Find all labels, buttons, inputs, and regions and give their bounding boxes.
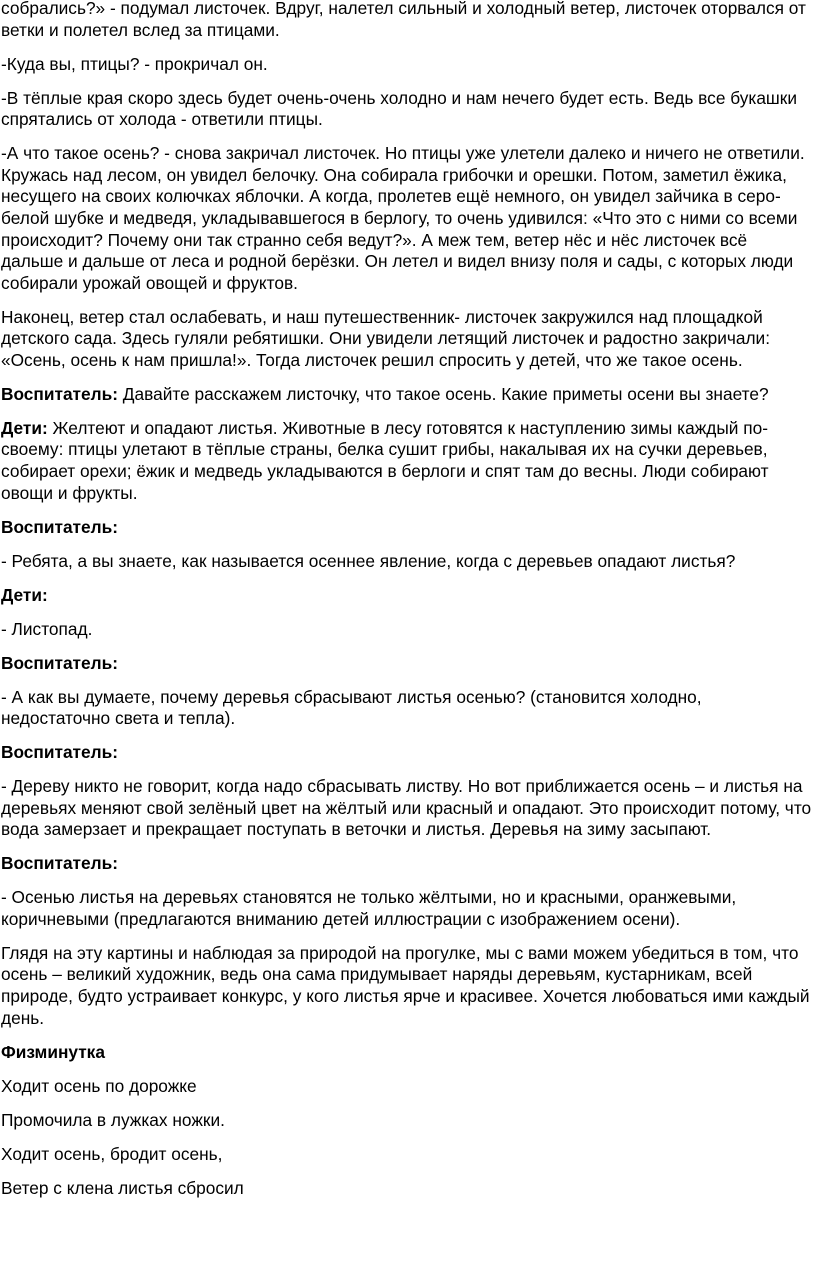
speaker-heading: [1, 853, 813, 875]
paragraph-text: - Ребята, а вы знаете, как называется осеннее явление, когда с деревьев опадают листья?: [1, 550, 736, 571]
speaker-heading: [1, 742, 813, 764]
paragraph: [1, 943, 813, 1029]
document-body: [1, 0, 813, 1212]
dialogue-line: [1, 384, 813, 406]
paragraph-text: Промочила в лужках ножки.: [1, 1109, 225, 1130]
speaker-label: Воспитатель:: [1, 516, 118, 537]
paragraph-text: - А как вы думаете, почему деревья сбрасывают листья осенью? (становится холодно, недостаточно света и тепла).: [1, 686, 702, 729]
paragraph: [1, 776, 813, 841]
paragraph: [1, 619, 813, 641]
poem-line: [1, 1110, 813, 1132]
paragraph-text: - Листопад.: [1, 618, 93, 639]
paragraph-text: Ветер с клена листья сбросил: [1, 1177, 244, 1198]
paragraph-text: -В тёплые края скоро здесь будет очень-очень холодно и нам нечего будет есть. Ведь все букашки спрятались от холода - ответили птицы.: [1, 87, 798, 130]
speaker-label: Воспитатель:: [1, 383, 118, 404]
poem-line: [1, 1178, 813, 1200]
paragraph: [1, 551, 813, 573]
poem-line: [1, 1144, 813, 1166]
speaker-label: Дети:: [1, 417, 48, 438]
paragraph: [1, 143, 813, 294]
speaker-label: Воспитатель:: [1, 742, 118, 763]
paragraph: [1, 54, 813, 76]
paragraph: [1, 687, 813, 730]
paragraph-text: Давайте расскажем листочку, что такое осень. Какие приметы осени вы знаете?: [118, 383, 769, 404]
paragraph: [1, 307, 813, 372]
paragraph: [1, 0, 813, 41]
speaker-label: Воспитатель:: [1, 652, 118, 673]
paragraph-text: Желтеют и опадают листья. Животные в лесу готовятся к наступлению зимы каждый по-своему: птицы улетают в тёплые страны, белка сушит грибы, накалывая их на сучки деревьев, собирает орехи; ёжик и медведь укладываются в берлоги и спят там до весны. Люди собирают овощи и фрукты.: [1, 417, 769, 503]
paragraph-text: -Куда вы, птицы? - прокричал он.: [1, 53, 268, 74]
dialogue-line: [1, 418, 813, 504]
paragraph-text: - Дереву никто не говорит, когда надо сбрасывать листву. Но вот приближается осень – и листья на деревьях меняют свой зелёный цвет на жёлтый или красный и опадают. Это происходит потому, что вода замерзает и прекращает поступать в веточки и листья. Деревья на зиму засыпают.: [1, 776, 812, 840]
paragraph-text: - Осенью листья на деревьях становятся не только жёлтыми, но и красными, оранжевыми, коричневыми (предлагаются вниманию детей иллюстрации с изображением осени).: [1, 887, 737, 929]
speaker-heading: [1, 585, 813, 607]
paragraph: [1, 887, 813, 930]
paragraph: [1, 88, 813, 131]
section-title: Физминутка: [1, 1041, 105, 1062]
speaker-label: Дети:: [1, 584, 48, 605]
poem-line: [1, 1076, 813, 1098]
speaker-heading: [1, 653, 813, 675]
section-heading: [1, 1042, 813, 1064]
paragraph-text: Ходит осень, бродит осень,: [1, 1143, 223, 1164]
paragraph-text: Наконец, ветер стал ослабевать, и наш путешественник- листочек закружился над площадкой детского сада. Здесь гуляли ребятишки. Они увидели летящий листочек и радостно закричали: «Осень, осень к нам пришла!». Тогда листочек решил спросить у детей, что же такое осень.: [1, 306, 770, 370]
paragraph-text: Глядя на эту картины и наблюдая за природой на прогулке, мы с вами можем убедиться в том, что осень – великий художник, ведь она сама придумывает наряды деревьям, кустарникам, всей природе, будто устраивает конкурс, у кого листья ярче и красивее. Хочется любоваться ими каждый день.: [1, 942, 810, 1028]
speaker-heading: [1, 517, 813, 539]
speaker-label: Воспитатель:: [1, 853, 118, 874]
paragraph-text: -А что такое осень? - снова закричал листочек. Но птицы уже улетели далеко и ничего не ответили. Кружась над лесом, он увидел белочку. Она собирала грибочки и орешки. Потом, заметил ёжика, несущего на своих колючках яблочки. А когда, пролетев ещё немного, он увидел зайчика в серо-белой шубке и медведя, укладывавшегося в берлогу, то очень удивился: «Что это с ними со всеми происходит? Почему они так странно себя ведут?». А меж тем, ветер нёс и нёс листочек всё дальше и дальше от леса и родной берёзки. Он летел и видел внизу поля и сады, с которых люди собирали урожай овощей и фруктов.: [1, 143, 805, 293]
paragraph-text: собрались?» - подумал листочек. Вдруг, налетел сильный и холодный ветер, листочек оторвался от ветки и полетел вслед за птицами.: [1, 0, 806, 40]
paragraph-text: Ходит осень по дорожке: [1, 1075, 197, 1096]
